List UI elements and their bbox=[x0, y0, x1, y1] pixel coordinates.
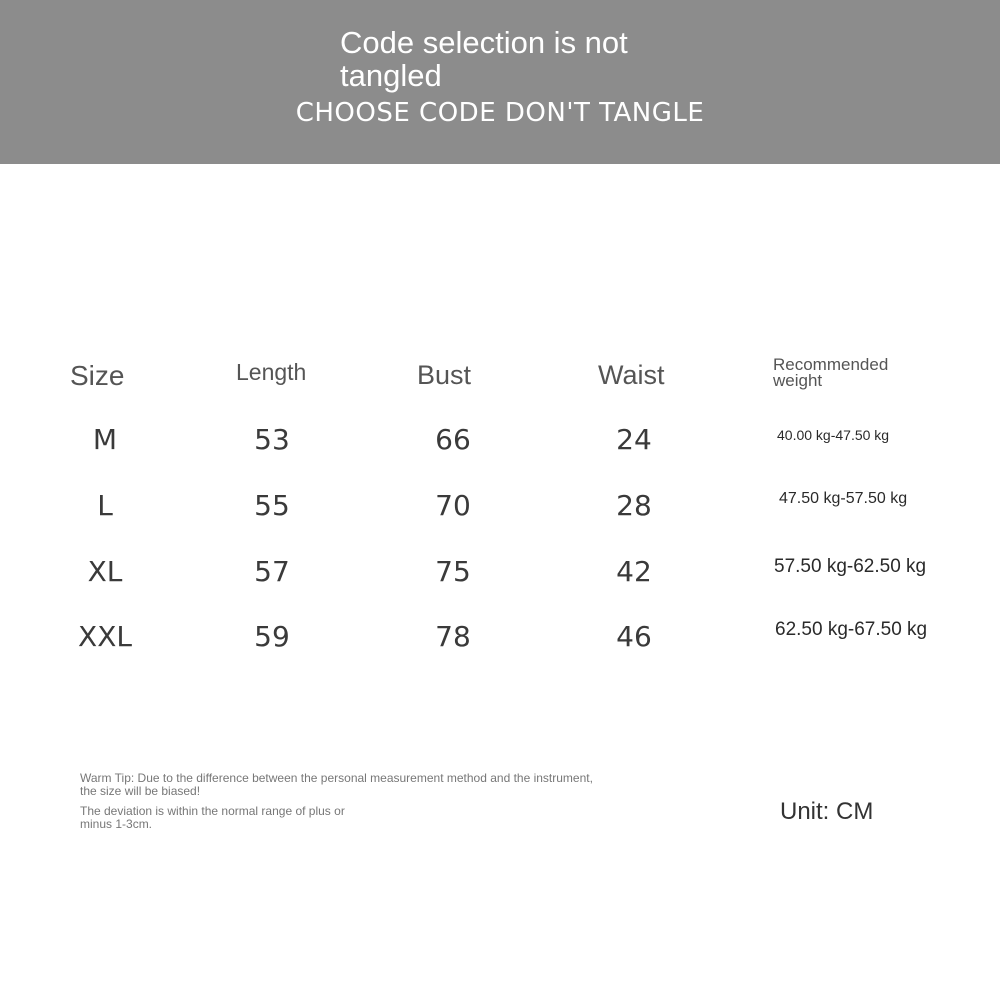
bust-cell: 66 bbox=[435, 423, 471, 456]
waist-cell: 24 bbox=[616, 423, 652, 456]
waist-cell: 42 bbox=[616, 555, 652, 588]
length-cell: 57 bbox=[254, 555, 290, 588]
page-title: Code selection is not tangled bbox=[340, 25, 628, 93]
bust-cell: 70 bbox=[435, 489, 471, 522]
weight-cell: 47.50 kg-57.50 kg bbox=[779, 490, 908, 507]
column-header-bust: Bust bbox=[417, 360, 472, 390]
length-cell: 53 bbox=[254, 423, 290, 456]
size-cell: XL bbox=[87, 555, 123, 588]
length-cell: 55 bbox=[254, 489, 290, 522]
column-header-length: Length bbox=[236, 359, 307, 385]
size-cell: L bbox=[97, 489, 113, 522]
bust-cell: 75 bbox=[435, 555, 471, 588]
header-banner bbox=[0, 0, 1000, 164]
waist-cell: 28 bbox=[616, 489, 652, 522]
size-cell: XXL bbox=[78, 620, 132, 653]
weight-cell: 62.50 kg-67.50 kg bbox=[775, 619, 928, 640]
page-subtitle: CHOOSE CODE DON'T TANGLE bbox=[295, 98, 705, 128]
unit-label: Unit: CM bbox=[780, 798, 874, 825]
weight-cell: 57.50 kg-62.50 kg bbox=[774, 556, 927, 577]
column-header-waist: Waist bbox=[598, 360, 665, 390]
warm-tip-text: Warm Tip: Due to the difference between the personal measurement method and the instrument, the size will be biased! bbox=[80, 771, 593, 798]
deviation-note: The deviation is within the normal range of plus or minus 1-3cm. bbox=[80, 804, 345, 831]
length-cell: 59 bbox=[254, 620, 290, 653]
column-header-size: Size bbox=[70, 360, 125, 391]
weight-cell: 40.00 kg-47.50 kg bbox=[777, 427, 890, 443]
column-header-weight: Recommended weight bbox=[773, 355, 889, 390]
waist-cell: 46 bbox=[616, 620, 652, 653]
size-cell: M bbox=[92, 423, 118, 456]
bust-cell: 78 bbox=[435, 620, 471, 653]
